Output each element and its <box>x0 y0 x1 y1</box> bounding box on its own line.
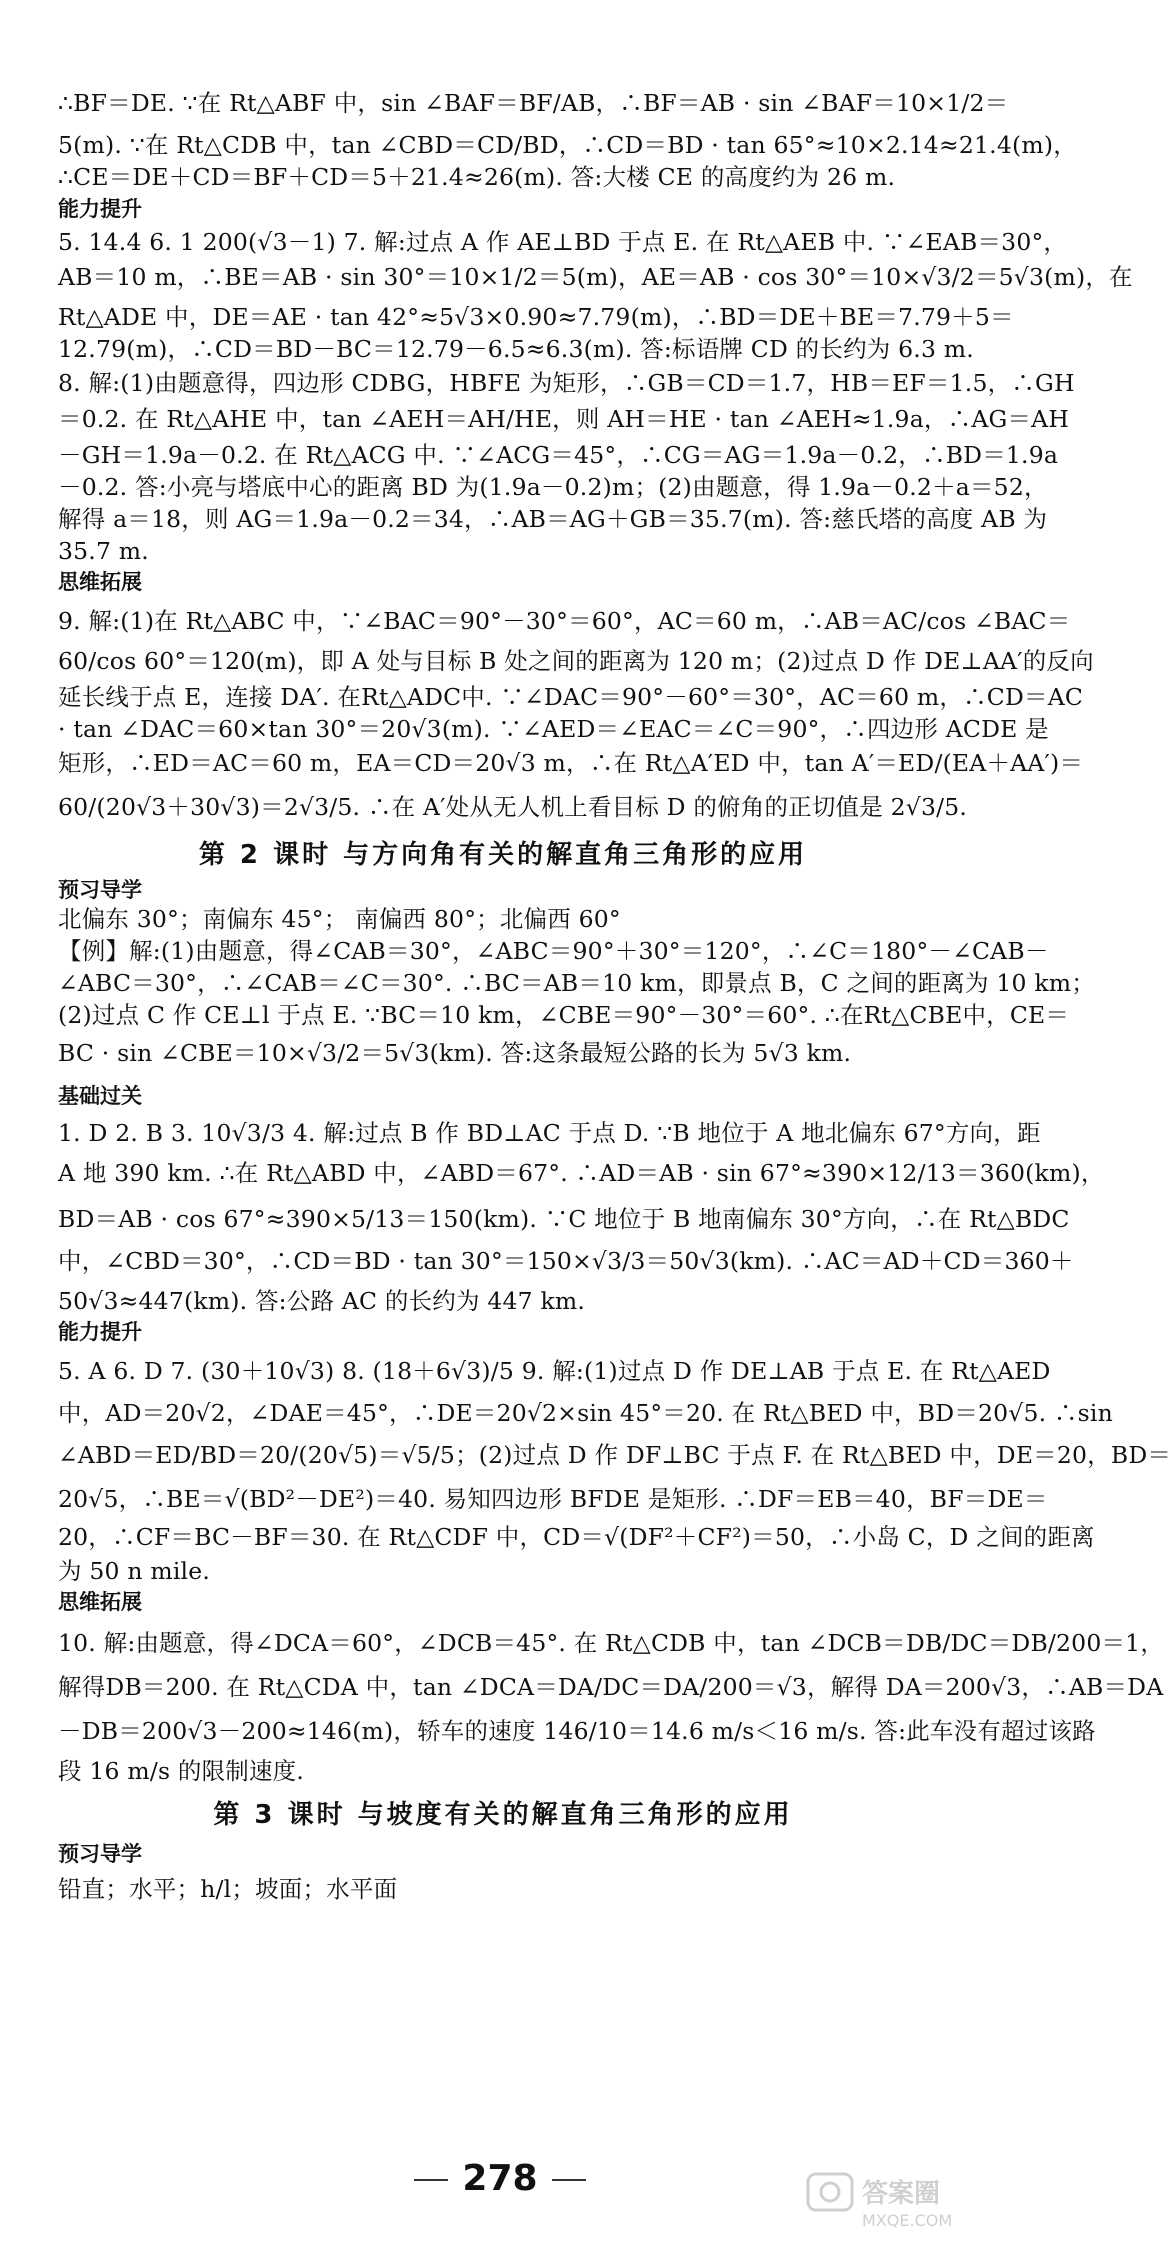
dash-right <box>552 2179 586 2181</box>
text-line: 20，∴CF＝BC－BF＝30. 在 Rt△CDF 中，CD＝√(DF²＋CF²)＝50，∴小岛 C，D 之间的距离 <box>58 1523 1095 1551</box>
text-line: 解得 a＝18，则 AG＝1.9a－0.2＝34，∴AB＝AG＋GB＝35.7(m). 答:慈氏塔的高度 AB 为 <box>58 505 1048 533</box>
text-line: 中，AD＝20√2，∠DAE＝45°，∴DE＝20√2×sin 45°＝20. 在 Rt△BED 中，BD＝20√5. ∴sin <box>58 1399 1113 1427</box>
text-line: －DB＝200√3－200≈146(m)，轿车的速度 146/10＝14.6 m/s＜16 m/s. 答:此车没有超过该路 <box>58 1717 1096 1745</box>
text-line: 1. D 2. B 3. 10√3/3 4. 解:过点 B 作 BD⊥AC 于点 D. ∵B 地位于 A 地北偏东 67°方向，距 <box>58 1119 1041 1147</box>
text-line: (2)过点 C 作 CE⊥l 于点 E. ∵BC＝10 km，∠CBE＝90°－30°＝60°. ∴在Rt△CBE中，CE＝ <box>58 1001 1070 1029</box>
text-line: 20√5，∴BE＝√(BD²－DE²)＝40. 易知四边形 BFDE 是矩形. ∴DF＝EB＝40，BF＝DE＝ <box>58 1485 1048 1513</box>
text-line: 解得DB＝200. 在 Rt△CDA 中，tan ∠DCA＝DA/DC＝DA/200＝√3，解得 DA＝200√3，∴AB＝DA <box>58 1673 1164 1701</box>
text-line: 北偏东 30°；南偏东 45°； 南偏西 80°；北偏西 60° <box>58 905 621 933</box>
dash-left <box>414 2179 448 2181</box>
text-line: ＝0.2. 在 Rt△AHE 中，tan ∠AEH＝AH/HE，则 AH＝HE · tan ∠AEH≈1.9a，∴AG＝AH <box>58 405 1070 433</box>
text-line: ∴CE＝DE＋CD＝BF＋CD＝5＋21.4≈26(m). 答:大楼 CE 的高度约为 26 m. <box>58 163 896 191</box>
text-line: Rt△ADE 中，DE＝AE · tan 42°≈5√3×0.90≈7.79(m)，∴BD＝DE＋BE＝7.79＋5＝ <box>58 303 1014 331</box>
text-line: 50√3≈447(km). 答:公路 AC 的长约为 447 km. <box>58 1287 586 1315</box>
text-line: －0.2. 答:小亮与塔底中心的距离 BD 为(1.9a－0.2)m；(2)由题意，得 1.9a－0.2＋a＝52， <box>58 473 1048 501</box>
section-heading: 能力提升 <box>58 197 142 221</box>
text-line: 12.79(m)，∴CD＝BD－BC＝12.79－6.5≈6.3(m). 答:标语牌 CD 的长约为 6.3 m. <box>58 335 974 363</box>
text-line: 为 50 n mile. <box>58 1557 211 1585</box>
text-line: 10. 解:由题意，得∠DCA＝60°，∠DCB＝45°. 在 Rt△CDB 中，tan ∠DCB＝DB/DC＝DB/200＝1， <box>58 1629 1165 1657</box>
text-line: ∠ABD＝ED/BD＝20/(20√5)＝√5/5；(2)过点 D 作 DF⊥BC 于点 F. 在 Rt△BED 中，DE＝20，BD＝ <box>58 1441 1171 1469</box>
text-line: 矩形，∴ED＝AC＝60 m，EA＝CD＝20√3 m，∴在 Rt△A′ED 中，tan A′＝ED/(EA＋AA′)＝ <box>58 749 1084 777</box>
text-line: 段 16 m/s 的限制速度. <box>58 1757 305 1785</box>
text-line: 【例】解:(1)由题意，得∠CAB＝30°，∠ABC＝90°＋30°＝120°，∴∠C＝180°－∠CAB－ <box>58 937 1049 965</box>
section-heading: 预习导学 <box>58 878 142 902</box>
text-line: BD＝AB · cos 67°≈390×5/13＝150(km). ∵C 地位于 B 地南偏东 30°方向，∴在 Rt△BDC <box>58 1205 1070 1233</box>
watermark-logo <box>804 2168 982 2234</box>
section-heading: 思维拓展 <box>58 570 142 594</box>
text-line: 中，∠CBD＝30°，∴CD＝BD · tan 30°＝150×√3/3＝50√3(km). ∴AC＝AD＋CD＝360＋ <box>58 1247 1074 1275</box>
text-line: ∠ABC＝30°，∴∠CAB＝∠C＝30°. ∴BC＝AB＝10 km，即景点 B，C 之间的距离为 10 km； <box>58 969 1095 997</box>
text-line: 5. A 6. D 7. (30＋10√3) 8. (18＋6√3)/5 9. 解:(1)过点 D 作 DE⊥AB 于点 E. 在 Rt△AED <box>58 1357 1051 1385</box>
text-line: 5(m). ∵在 Rt△CDB 中，tan ∠CBD＝CD/BD，∴CD＝BD · tan 65°≈10×2.14≈21.4(m)， <box>58 131 1077 159</box>
text-line: ∴BF＝DE. ∵在 Rt△ABF 中，sin ∠BAF＝BF/AB，∴BF＝AB · sin ∠BAF＝10×1/2＝ <box>58 89 1009 117</box>
section-heading: 思维拓展 <box>58 1590 142 1614</box>
section-heading: 预习导学 <box>58 1842 142 1866</box>
text-line: 8. 解:(1)由题意得，四边形 CDBG，HBFE 为矩形，∴GB＝CD＝1.7，HB＝EF＝1.5，∴GH <box>58 369 1075 397</box>
text-line: 35.7 m. <box>58 537 149 565</box>
text-line: AB＝10 m，∴BE＝AB · sin 30°＝10×1/2＝5(m)，AE＝AB · cos 30°＝10×√3/2＝5√3(m)，在 <box>58 263 1133 291</box>
text-line: －GH＝1.9a－0.2. 在 Rt△ACG 中. ∵∠ACG＝45°，∴CG＝AG＝1.9a－0.2，∴BD＝1.9a <box>58 441 1059 469</box>
text-line: 60/(20√3＋30√3)＝2√3/5. ∴在 A′处从无人机上看目标 D 的俯角的正切值是 2√3/5. <box>58 793 968 821</box>
text-line: 铅直；水平；h/l；坡面；水平面 <box>58 1875 398 1903</box>
text-line: 延长线于点 E，连接 DA′. 在Rt△ADC中. ∵∠DAC＝90°－60°＝30°，AC＝60 m，∴CD＝AC <box>58 683 1084 711</box>
lesson-title: 第 2 课时 与方向角有关的解直角三角形的应用 <box>198 840 808 870</box>
page-number-value: 278 <box>462 2158 538 2199</box>
section-heading: 基础过关 <box>58 1084 142 1108</box>
svg-text:答案圈: 答案圈 <box>862 2179 941 2209</box>
text-line: 5. 14.4 6. 1 200(√3－1) 7. 解:过点 A 作 AE⊥BD 于点 E. 在 Rt△AEB 中. ∵∠EAB＝30°， <box>58 228 1068 256</box>
text-line: 9. 解:(1)在 Rt△ABC 中，∵∠BAC＝90°－30°＝60°，AC＝60 m，∴AB＝AC/cos ∠BAC＝ <box>58 607 1071 635</box>
text-line: A 地 390 km. ∴在 Rt△ABD 中，∠ABD＝67°. ∴AD＝AB · sin 67°≈390×12/13＝360(km)， <box>58 1159 1105 1187</box>
text-line: · tan ∠DAC＝60×tan 30°＝20√3(m). ∵∠AED＝∠EAC＝∠C＝90°，∴四边形 ACDE 是 <box>58 715 1049 743</box>
section-heading: 能力提升 <box>58 1320 142 1344</box>
lesson-title: 第 3 课时 与坡度有关的解直角三角形的应用 <box>213 1800 793 1830</box>
svg-text:MXQE.COM: MXQE.COM <box>862 2211 953 2230</box>
text-line: 60/cos 60°＝120(m)，即 A 处与目标 B 处之间的距离为 120 m；(2)过点 D 作 DE⊥AA′的反向 <box>58 647 1094 675</box>
text-line: BC · sin ∠CBE＝10×√3/2＝5√3(km). 答:这条最短公路的长为 5√3 km. <box>58 1039 852 1067</box>
